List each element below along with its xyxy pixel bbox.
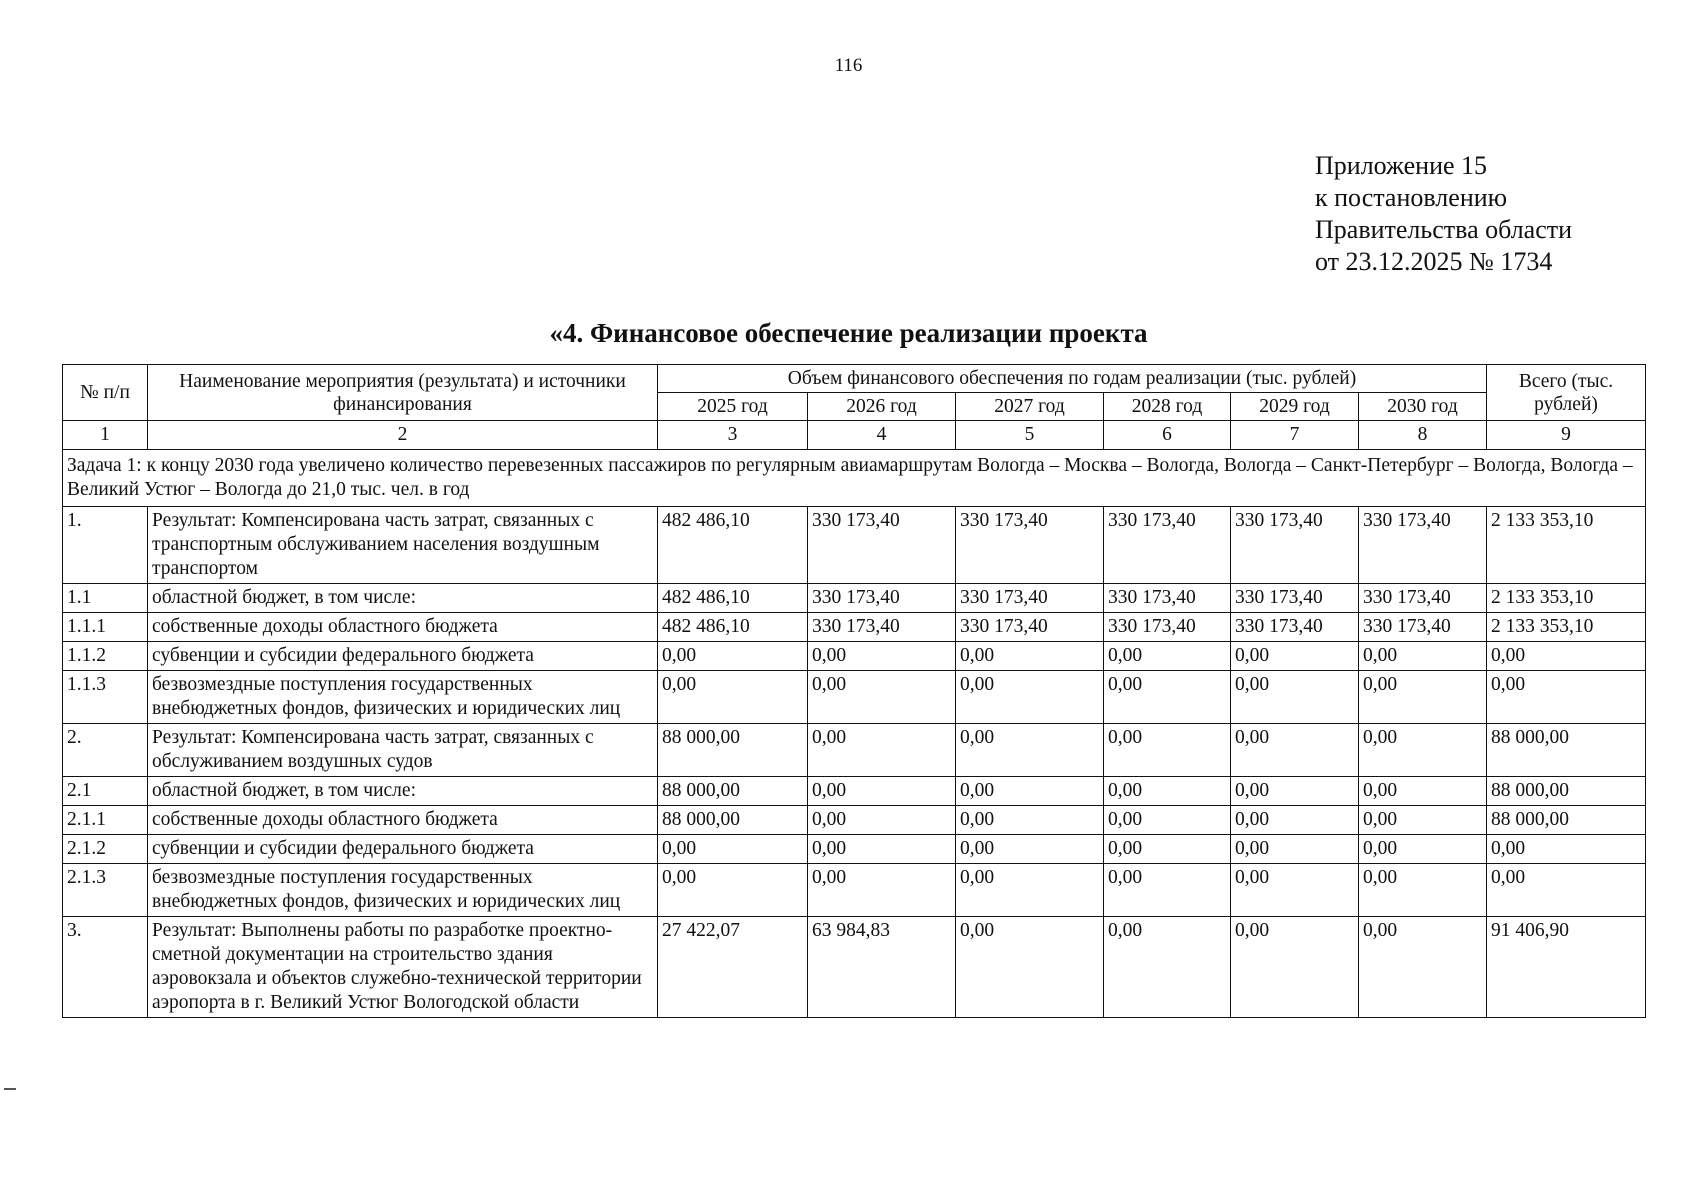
row-year-value: 0,00 bbox=[1231, 864, 1359, 917]
row-name: безвозмездные поступления государственных внебюджетных фондов, физических и юридических лиц bbox=[148, 864, 658, 917]
row-year-value: 0,00 bbox=[1359, 806, 1487, 835]
header-volume: Объем финансового обеспечения по годам реализации (тыс. рублей) bbox=[658, 365, 1487, 393]
row-year-value: 482 486,10 bbox=[658, 613, 808, 642]
row-year-value: 0,00 bbox=[1359, 642, 1487, 671]
row-total-value: 88 000,00 bbox=[1487, 724, 1646, 777]
row-year-value: 330 173,40 bbox=[1359, 613, 1487, 642]
row-name: областной бюджет, в том числе: bbox=[148, 584, 658, 613]
row-number: 2. bbox=[63, 724, 148, 777]
row-name: безвозмездные поступления государственных внебюджетных фондов, физических и юридических лиц bbox=[148, 671, 658, 724]
row-year-value: 330 173,40 bbox=[1231, 507, 1359, 584]
row-year-value: 330 173,40 bbox=[1359, 507, 1487, 584]
row-year-value: 0,00 bbox=[1231, 917, 1359, 1018]
scan-artifact bbox=[4, 1088, 16, 1090]
row-year-value: 0,00 bbox=[1359, 724, 1487, 777]
row-total-value: 0,00 bbox=[1487, 835, 1646, 864]
row-year-value: 0,00 bbox=[1104, 835, 1231, 864]
column-number: 4 bbox=[808, 421, 956, 450]
column-number: 3 bbox=[658, 421, 808, 450]
row-year-value: 0,00 bbox=[956, 835, 1104, 864]
table-row bbox=[63, 671, 1646, 724]
row-total-value: 88 000,00 bbox=[1487, 777, 1646, 806]
header-year: 2026 год bbox=[808, 393, 956, 421]
row-total-value: 0,00 bbox=[1487, 671, 1646, 724]
row-year-value: 0,00 bbox=[1104, 777, 1231, 806]
row-year-value: 0,00 bbox=[1359, 864, 1487, 917]
table-row bbox=[63, 777, 1646, 806]
row-total-value: 91 406,90 bbox=[1487, 917, 1646, 1018]
row-year-value: 330 173,40 bbox=[956, 507, 1104, 584]
row-year-value: 0,00 bbox=[1359, 917, 1487, 1018]
row-number: 1.1.3 bbox=[63, 671, 148, 724]
row-name: областной бюджет, в том числе: bbox=[148, 777, 658, 806]
header-year: 2025 год bbox=[658, 393, 808, 421]
row-total-value: 2 133 353,10 bbox=[1487, 613, 1646, 642]
row-year-value: 482 486,10 bbox=[658, 507, 808, 584]
row-year-value: 330 173,40 bbox=[808, 507, 956, 584]
row-number: 2.1 bbox=[63, 777, 148, 806]
row-year-value: 330 173,40 bbox=[1104, 584, 1231, 613]
row-year-value: 0,00 bbox=[1104, 864, 1231, 917]
column-number: 6 bbox=[1104, 421, 1231, 450]
appendix-line: Приложение 15 bbox=[1315, 151, 1488, 180]
header-year: 2029 год bbox=[1231, 393, 1359, 421]
row-year-value: 482 486,10 bbox=[658, 584, 808, 613]
table-row bbox=[63, 864, 1646, 917]
row-year-value: 0,00 bbox=[1104, 917, 1231, 1018]
row-number: 1.1.1 bbox=[63, 613, 148, 642]
row-year-value: 0,00 bbox=[1231, 642, 1359, 671]
row-number: 1. bbox=[63, 507, 148, 584]
row-year-value: 330 173,40 bbox=[1359, 584, 1487, 613]
row-year-value: 0,00 bbox=[956, 642, 1104, 671]
row-number: 3. bbox=[63, 917, 148, 1018]
row-year-value: 0,00 bbox=[808, 777, 956, 806]
row-year-value: 0,00 bbox=[658, 835, 808, 864]
table-row bbox=[63, 507, 1646, 584]
appendix-line: от 23.12.2025 № 1734 bbox=[1315, 247, 1553, 276]
row-year-value: 27 422,07 bbox=[658, 917, 808, 1018]
row-year-value: 0,00 bbox=[808, 835, 956, 864]
row-year-value: 88 000,00 bbox=[658, 777, 808, 806]
table-row bbox=[63, 613, 1646, 642]
row-year-value: 330 173,40 bbox=[956, 584, 1104, 613]
row-number: 2.1.1 bbox=[63, 806, 148, 835]
row-year-value: 88 000,00 bbox=[658, 724, 808, 777]
column-number-row bbox=[63, 421, 1646, 450]
appendix-line: к постановлению bbox=[1315, 183, 1508, 212]
row-number: 1.1 bbox=[63, 584, 148, 613]
page-number: 116 bbox=[834, 55, 863, 76]
appendix-header bbox=[1315, 150, 1572, 278]
header-year: 2027 год bbox=[956, 393, 1104, 421]
column-number: 8 bbox=[1359, 421, 1487, 450]
row-year-value: 330 173,40 bbox=[1231, 613, 1359, 642]
row-total-value: 2 133 353,10 bbox=[1487, 584, 1646, 613]
row-year-value: 330 173,40 bbox=[1104, 507, 1231, 584]
column-number: 1 bbox=[63, 421, 148, 450]
row-year-value: 0,00 bbox=[956, 864, 1104, 917]
row-year-value: 0,00 bbox=[1231, 806, 1359, 835]
row-year-value: 0,00 bbox=[1359, 835, 1487, 864]
task-text: Задача 1: к концу 2030 года увеличено количество перевезенных пассажиров по регулярным авиамаршрутам Вологда – Москва – Вологда, Вологда – Санкт-Петербург – Вологда, Вологда – Великий Устюг – Вологда до 21,0 тыс. чел. в год bbox=[63, 450, 1646, 507]
financing-table bbox=[62, 364, 1646, 1018]
row-number: 1.1.2 bbox=[63, 642, 148, 671]
column-number: 7 bbox=[1231, 421, 1359, 450]
row-name: собственные доходы областного бюджета bbox=[148, 613, 658, 642]
header-num: № п/п bbox=[63, 365, 148, 421]
table-row bbox=[63, 724, 1646, 777]
row-year-value: 0,00 bbox=[808, 864, 956, 917]
table-row bbox=[63, 835, 1646, 864]
row-year-value: 0,00 bbox=[808, 671, 956, 724]
row-year-value: 0,00 bbox=[808, 806, 956, 835]
table-row bbox=[63, 642, 1646, 671]
row-year-value: 0,00 bbox=[1359, 777, 1487, 806]
row-name: Результат: Компенсирована часть затрат, связанных с транспортным обслуживанием населения воздушным транспортом bbox=[148, 507, 658, 584]
row-year-value: 0,00 bbox=[658, 671, 808, 724]
row-name: собственные доходы областного бюджета bbox=[148, 806, 658, 835]
table-body bbox=[63, 421, 1646, 1018]
appendix-line: Правительства области bbox=[1315, 215, 1573, 244]
header-name: Наименование мероприятия (результата) и источники финансирования bbox=[148, 365, 658, 421]
table-row bbox=[63, 806, 1646, 835]
row-year-value: 0,00 bbox=[956, 806, 1104, 835]
table-row bbox=[63, 584, 1646, 613]
row-year-value: 330 173,40 bbox=[1231, 584, 1359, 613]
header-total: Всего (тыс. рублей) bbox=[1487, 365, 1646, 421]
document-title: «4. Финансовое обеспечение реализации проекта bbox=[549, 318, 1148, 348]
row-total-value: 2 133 353,10 bbox=[1487, 507, 1646, 584]
row-year-value: 330 173,40 bbox=[1104, 613, 1231, 642]
row-year-value: 330 173,40 bbox=[808, 613, 956, 642]
row-year-value: 0,00 bbox=[1359, 671, 1487, 724]
row-year-value: 0,00 bbox=[1231, 671, 1359, 724]
row-year-value: 0,00 bbox=[1231, 777, 1359, 806]
row-year-value: 0,00 bbox=[808, 724, 956, 777]
row-year-value: 0,00 bbox=[1104, 642, 1231, 671]
row-year-value: 0,00 bbox=[1104, 671, 1231, 724]
row-year-value: 0,00 bbox=[956, 917, 1104, 1018]
row-year-value: 330 173,40 bbox=[808, 584, 956, 613]
row-year-value: 330 173,40 bbox=[956, 613, 1104, 642]
row-year-value: 0,00 bbox=[1231, 724, 1359, 777]
row-year-value: 0,00 bbox=[956, 724, 1104, 777]
column-number: 5 bbox=[956, 421, 1104, 450]
row-total-value: 0,00 bbox=[1487, 642, 1646, 671]
row-name: субвенции и субсидии федерального бюджета bbox=[148, 835, 658, 864]
row-year-value: 0,00 bbox=[658, 642, 808, 671]
row-name: Результат: Компенсирована часть затрат, связанных с обслуживанием воздушных судов bbox=[148, 724, 658, 777]
row-year-value: 0,00 bbox=[1104, 724, 1231, 777]
task-row bbox=[63, 450, 1646, 507]
row-year-value: 0,00 bbox=[956, 777, 1104, 806]
row-total-value: 88 000,00 bbox=[1487, 806, 1646, 835]
row-number: 2.1.3 bbox=[63, 864, 148, 917]
row-year-value: 0,00 bbox=[956, 671, 1104, 724]
row-year-value: 63 984,83 bbox=[808, 917, 956, 1018]
header-year: 2028 год bbox=[1104, 393, 1231, 421]
column-number: 2 bbox=[148, 421, 658, 450]
row-number: 2.1.2 bbox=[63, 835, 148, 864]
column-number: 9 bbox=[1487, 421, 1646, 450]
row-year-value: 0,00 bbox=[1104, 806, 1231, 835]
row-year-value: 0,00 bbox=[808, 642, 956, 671]
row-year-value: 0,00 bbox=[1231, 835, 1359, 864]
row-year-value: 88 000,00 bbox=[658, 806, 808, 835]
row-year-value: 0,00 bbox=[658, 864, 808, 917]
row-total-value: 0,00 bbox=[1487, 864, 1646, 917]
row-name: Результат: Выполнены работы по разработке проектно-сметной документации на строительство здания аэровокзала и объектов служебно-технической территории аэропорта в г. Великий Устюг Вологодской области bbox=[148, 917, 658, 1018]
table-row bbox=[63, 917, 1646, 1018]
header-year: 2030 год bbox=[1359, 393, 1487, 421]
row-name: субвенции и субсидии федерального бюджета bbox=[148, 642, 658, 671]
